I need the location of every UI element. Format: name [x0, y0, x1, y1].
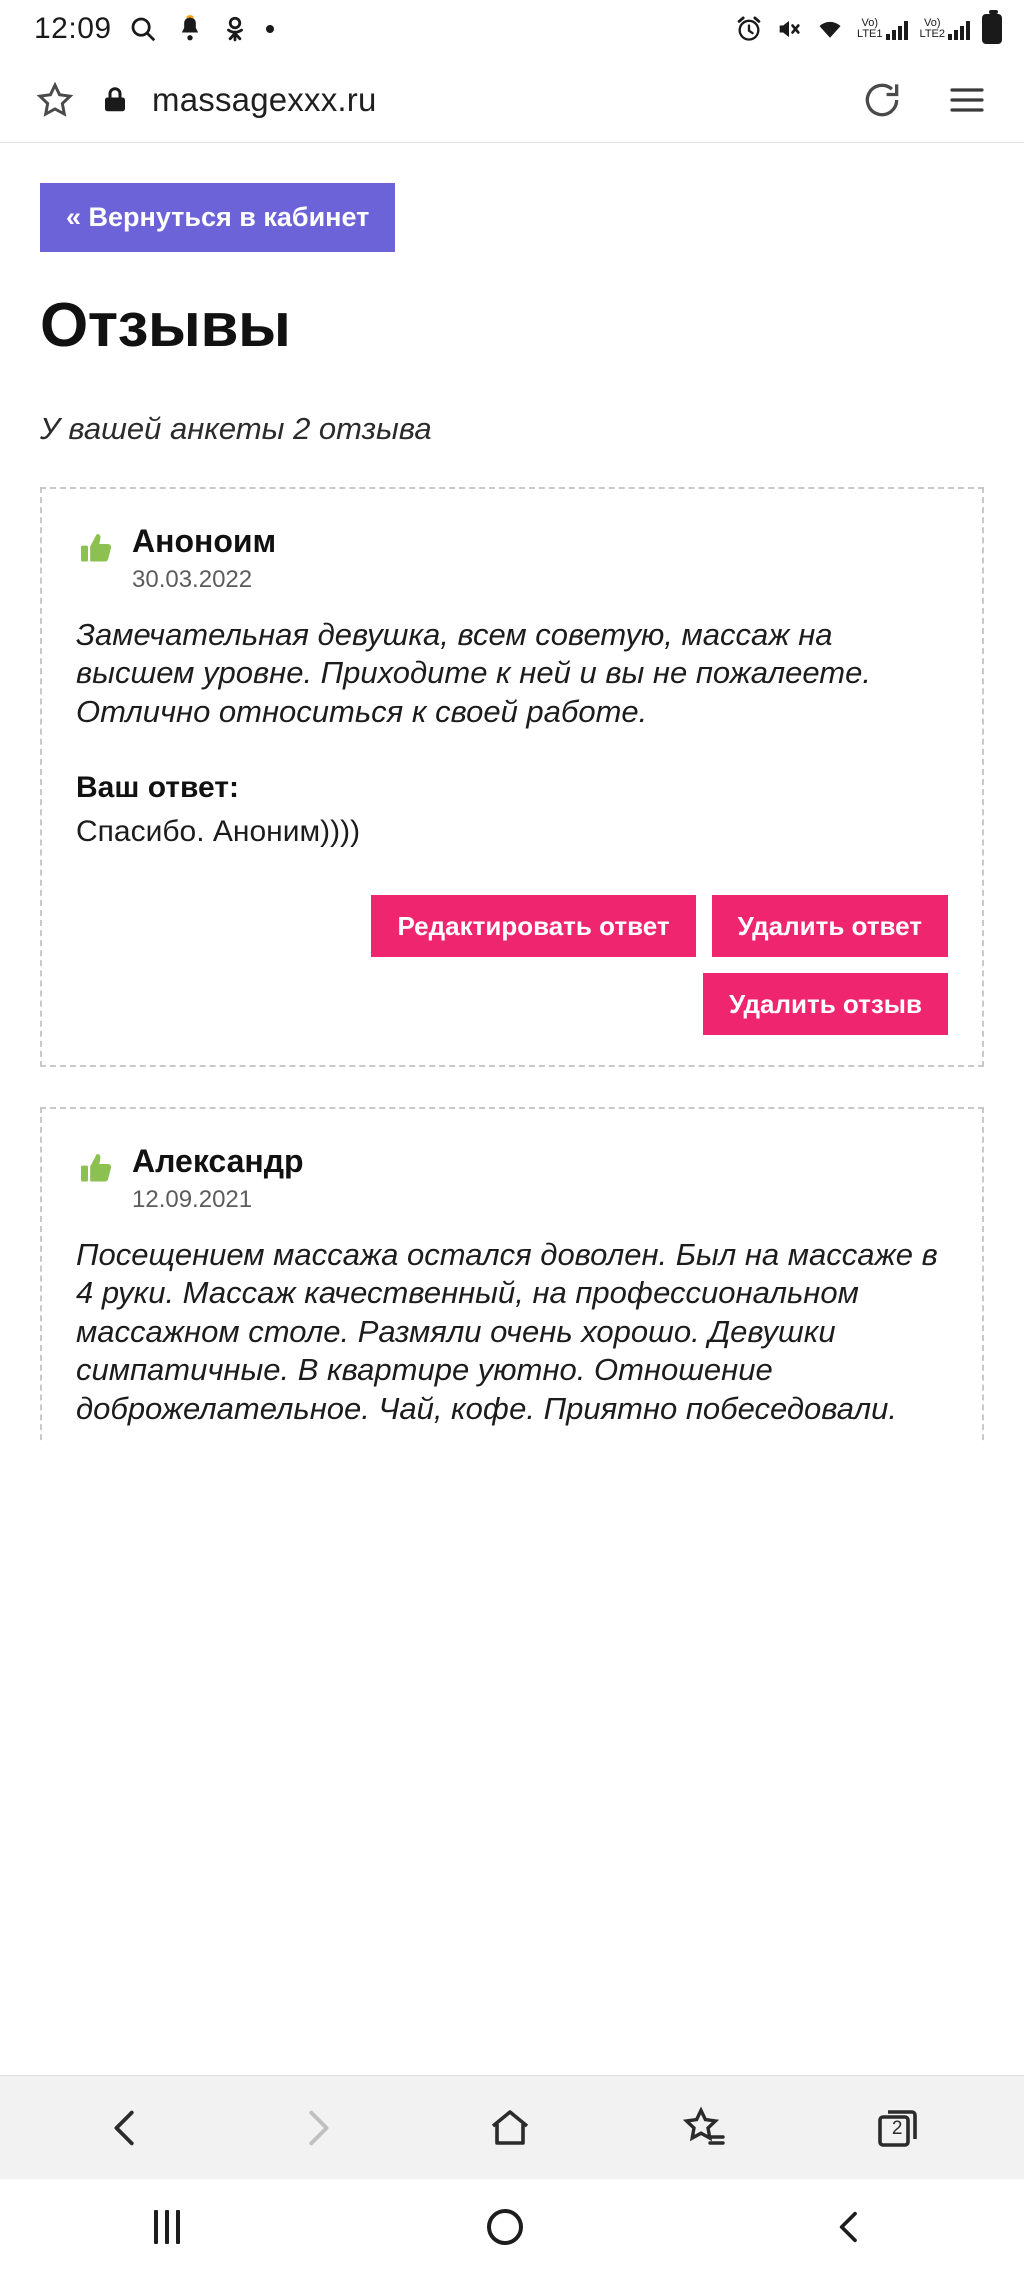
- system-navigation-bar: [0, 2179, 1024, 2275]
- bell-icon: [176, 14, 204, 44]
- status-left-icons: [128, 14, 274, 44]
- review-header: [76, 523, 948, 594]
- edit-answer-button[interactable]: Редактировать ответ: [371, 895, 695, 957]
- delete-answer-button[interactable]: Удалить ответ: [712, 895, 948, 957]
- back-to-cabinet-button[interactable]: « Вернуться в кабинет: [40, 183, 395, 252]
- delete-review-button[interactable]: Удалить отзыв: [703, 973, 948, 1035]
- back-chevron-icon[interactable]: [830, 2207, 870, 2247]
- status-right-icons: [735, 14, 1002, 44]
- sim2-bars: [948, 20, 970, 40]
- review-date: 12.09.2021: [132, 1185, 253, 1213]
- reviews-count-subtitle: У вашей анкеты 2 отзыва: [40, 411, 432, 446]
- review-author-block: [132, 1143, 304, 1214]
- review-author: Александр: [132, 1143, 304, 1180]
- home-circle-icon[interactable]: [487, 2209, 523, 2245]
- page-content: [0, 143, 1024, 1443]
- ok-ru-icon: [222, 14, 248, 44]
- back-arrow-icon[interactable]: [103, 2105, 149, 2151]
- answer-text: Спасибо. Аноним)))): [76, 815, 361, 849]
- url-text: massagexxx.ru: [152, 81, 377, 118]
- recents-icon[interactable]: [154, 2210, 180, 2244]
- browser-toolbar: [0, 58, 1024, 143]
- status-bar: [0, 0, 1024, 58]
- bookmarks-icon[interactable]: [680, 2104, 728, 2152]
- review-card: [40, 1107, 984, 1443]
- review-date: 30.03.2022: [132, 565, 253, 593]
- mute-icon: [775, 15, 803, 43]
- star-icon[interactable]: [34, 79, 76, 121]
- hamburger-icon[interactable]: [944, 80, 990, 120]
- review-author: Аноноим: [132, 523, 277, 559]
- lock-icon: [100, 83, 130, 117]
- alarm-icon: [735, 15, 763, 43]
- page-title: Отзывы: [40, 291, 291, 360]
- review-card: [40, 487, 984, 1067]
- browser-bottom-nav: [0, 2075, 1024, 2179]
- wifi-icon: [815, 15, 845, 43]
- sim2-signal: [920, 18, 970, 40]
- thumbs-up-icon: [76, 529, 116, 574]
- forward-arrow-icon: [294, 2105, 340, 2151]
- status-clock: 12:09: [34, 12, 112, 45]
- sim1-signal: [857, 18, 907, 40]
- sim1-label: Vo) LTE1: [857, 17, 883, 40]
- dot-icon: [266, 25, 274, 33]
- review-author-block: [132, 523, 276, 594]
- search-icon: [128, 14, 158, 44]
- tabs-icon[interactable]: [873, 2104, 921, 2152]
- sim2-label: Vo) LTE2: [919, 17, 945, 40]
- battery-icon: [982, 14, 1002, 44]
- sim1-bars: [886, 20, 908, 40]
- review-header: [76, 1143, 948, 1214]
- tab-count: 2: [891, 2117, 903, 2139]
- review-actions: [76, 895, 948, 1035]
- reload-icon[interactable]: [860, 78, 904, 122]
- browser-toolbar-right: [860, 78, 990, 122]
- review-text: Посещением массажа остался доволен. Был на массаже в 4 руки. Массаж качественный, на профессиональном массажном столе. Размяли очень хорошо. Девушки симпатичные. В квартире уютно. Отношение доброжелательное. Чай, кофе. Приятно побеседовали.: [76, 1236, 938, 1426]
- thumbs-up-icon: [76, 1149, 116, 1194]
- review-actions-row2: [76, 973, 948, 1035]
- address-bar[interactable]: [100, 81, 836, 119]
- home-icon[interactable]: [486, 2104, 534, 2152]
- answer-label: Ваш ответ:: [76, 771, 239, 805]
- review-text: Замечательная девушка, всем советую, массаж на высшем уровне. Приходите к ней и вы не пожалеете. Отлично относиться к своей работе.: [76, 616, 871, 729]
